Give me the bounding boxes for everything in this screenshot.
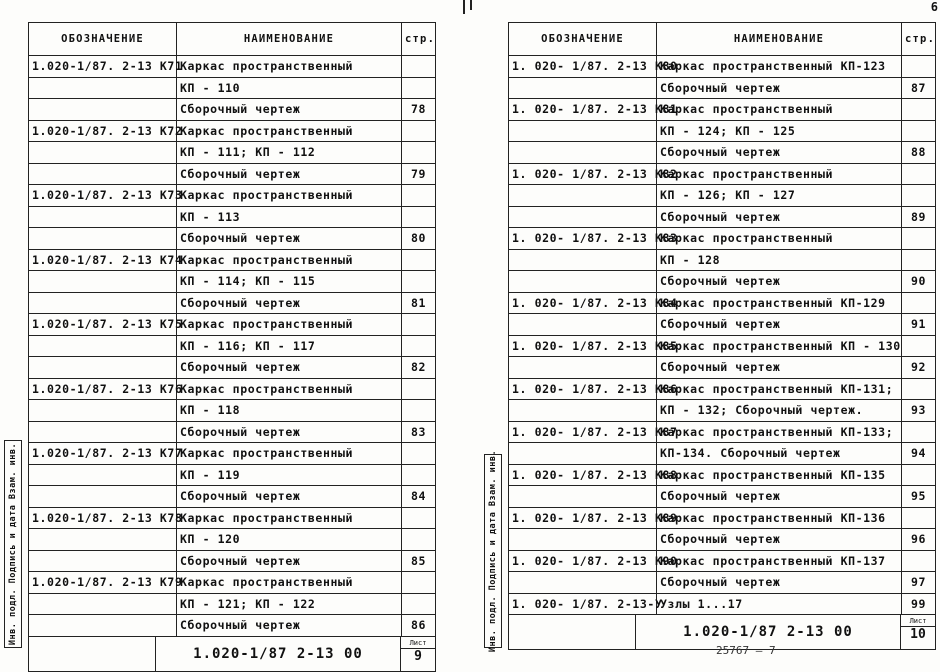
row-page: 80 [402,228,436,250]
row-designation: 1. 020- 1/87. 2-13 К80 [509,56,657,78]
row-page: 86 [402,615,436,637]
row-name: Каркас пространственный [177,314,402,336]
row-page [402,335,436,357]
row-designation [29,271,177,293]
row-designation: 1. 020- 1/87. 2-13 К89 [509,507,657,529]
right-sheet-number: 10 [910,627,926,642]
row-designation: 1. 020- 1/87. 2-13 К90 [509,550,657,572]
row-page [402,314,436,336]
row-designation: 1. 020- 1/87. 2-13 К81 [509,99,657,121]
row-page [902,120,936,142]
table-row [509,77,936,99]
row-designation [509,120,657,142]
left-table-body [29,56,436,637]
table-row [29,292,436,314]
row-page: 96 [902,529,936,551]
left-sheet-box [400,637,435,671]
row-page: 81 [402,292,436,314]
table-row [29,550,436,572]
row-designation: 1.020-1/87. 2-13 К73 [29,185,177,207]
row-designation [29,206,177,228]
table-row [509,357,936,379]
bottom-note: 25767 — 7 [716,644,776,657]
fold-mark [470,0,472,10]
row-designation [29,464,177,486]
row-page: 79 [402,163,436,185]
row-designation [29,292,177,314]
row-designation: 1. 020- 1/87. 2-13 К82 [509,163,657,185]
row-name: Каркас пространственный [177,378,402,400]
row-name: Каркас пространственный [177,185,402,207]
row-designation [509,249,657,271]
row-designation [509,142,657,164]
row-name: КП-134. Сборочный чертеж [657,443,902,465]
table-row [509,99,936,121]
row-name: Сборочный чертеж [657,77,902,99]
table-row [29,163,436,185]
table-row [29,271,436,293]
row-name: КП - 118 [177,400,402,422]
row-page: 94 [902,443,936,465]
row-page [402,572,436,594]
table-row [29,572,436,594]
table-row [509,421,936,443]
row-name: Сборочный чертеж [657,271,902,293]
right-sheet [508,22,936,650]
row-page [902,99,936,121]
row-designation: 1. 020- 1/87. 2-13 К88 [509,464,657,486]
row-designation [509,529,657,551]
row-designation: 1.020-1/87. 2-13 К76 [29,378,177,400]
right-sheet-label: Лист [901,616,935,627]
table-row [509,464,936,486]
row-page: 99 [902,593,936,615]
row-name: Сборочный чертеж [177,228,402,250]
row-name: КП - 113 [177,206,402,228]
row-page: 87 [902,77,936,99]
table-row [29,529,436,551]
header-page: стр. [402,23,436,56]
row-name: Сборочный чертеж [657,314,902,336]
row-designation [29,529,177,551]
table-row [29,120,436,142]
row-page [402,593,436,615]
row-name: Каркас пространственный КП - 130 [657,335,902,357]
row-designation: 1.020-1/87. 2-13 К79 [29,572,177,594]
row-page [402,529,436,551]
row-designation [509,314,657,336]
row-designation [29,593,177,615]
row-name: Каркас пространственный [657,228,902,250]
row-page [402,271,436,293]
row-name: Каркас пространственный КП-123 [657,56,902,78]
row-designation: 1.020-1/87. 2-13 К75 [29,314,177,336]
row-page: 88 [902,142,936,164]
row-designation [509,572,657,594]
table-row [509,206,936,228]
table-row [509,507,936,529]
row-designation: 1. 020- 1/87. 2-13 К84 [509,292,657,314]
row-designation: 1. 020- 1/87. 2-13 К87 [509,421,657,443]
left-side-stamp [4,440,22,648]
row-name: Узлы 1...17 [657,593,902,615]
row-name: Сборочный чертеж [657,529,902,551]
table-row [509,163,936,185]
row-name: Сборочный чертеж [657,486,902,508]
row-page [402,206,436,228]
row-designation: 1.020-1/87. 2-13 К71 [29,56,177,78]
table-row [29,77,436,99]
row-designation [29,550,177,572]
table-row [29,486,436,508]
row-name: Каркас пространственный КП-135 [657,464,902,486]
right-sheet-box [900,615,935,649]
table-row [29,314,436,336]
row-designation [509,271,657,293]
row-name: Сборочный чертеж [177,615,402,637]
row-designation [509,357,657,379]
row-name: Сборочный чертеж [657,206,902,228]
table-row [29,357,436,379]
row-designation [29,142,177,164]
row-name: Каркас пространственный [177,120,402,142]
row-designation: 1.020-1/87. 2-13 К78 [29,507,177,529]
row-name: Каркас пространственный [657,99,902,121]
row-name: КП - 116; КП - 117 [177,335,402,357]
left-title-block-blank [29,637,156,671]
table-row [29,206,436,228]
row-page: 97 [902,572,936,594]
row-page [402,142,436,164]
row-name: Каркас пространственный КП-131; [657,378,902,400]
row-page: 93 [902,400,936,422]
table-row [509,335,936,357]
row-page [402,249,436,271]
row-name: Каркас пространственный [177,507,402,529]
row-page: 84 [402,486,436,508]
row-name: Сборочный чертеж [657,142,902,164]
row-page [402,56,436,78]
table-row [509,400,936,422]
table-row [509,142,936,164]
table-row [509,572,936,594]
left-side-stamp-text: Инв. подл. Подпись и дата Взам. инв. [8,442,18,646]
row-page: 95 [902,486,936,508]
row-name: Сборочный чертеж [177,357,402,379]
row-name: Сборочный чертеж [177,421,402,443]
right-spec-table [508,22,936,615]
row-page [402,507,436,529]
row-designation [29,228,177,250]
row-designation: 1. 020- 1/87. 2-13 К86 [509,378,657,400]
right-side-stamp-text: Инв. подл. Подпись и дата Взам. инв. [488,449,498,653]
row-designation [29,99,177,121]
row-designation [29,421,177,443]
row-name: Сборочный чертеж [177,550,402,572]
row-page [402,185,436,207]
header-designation: ОБОЗНАЧЕНИЕ [29,23,177,56]
row-page [902,378,936,400]
row-page: 90 [902,271,936,293]
row-name: Сборочный чертеж [657,357,902,379]
row-designation [29,615,177,637]
table-row [29,142,436,164]
row-name: КП - 119 [177,464,402,486]
row-designation [29,77,177,99]
row-page [902,421,936,443]
header-page: стр. [902,23,936,56]
table-row [29,378,436,400]
row-designation [29,357,177,379]
row-name: Каркас пространственный [177,572,402,594]
row-designation: 1.020-1/87. 2-13 К74 [29,249,177,271]
table-row [29,335,436,357]
table-row [29,464,436,486]
header-name: НАИМЕНОВАНИЕ [177,23,402,56]
table-row [29,507,436,529]
row-designation [509,400,657,422]
row-page [902,292,936,314]
header-designation: ОБОЗНАЧЕНИЕ [509,23,657,56]
table-row [509,56,936,78]
right-title-block-blank [509,615,636,649]
right-table-body [509,56,936,615]
table-header [29,23,436,56]
row-name: КП - 126; КП - 127 [657,185,902,207]
row-name: КП - 121; КП - 122 [177,593,402,615]
table-row [509,228,936,250]
table-row [509,378,936,400]
row-designation [29,400,177,422]
row-name: Каркас пространственный [657,163,902,185]
row-name: Каркас пространственный [177,249,402,271]
left-sheet [28,22,436,672]
row-designation [509,185,657,207]
row-page [902,550,936,572]
row-name: Каркас пространственный КП-136 [657,507,902,529]
row-designation: 1. 020- 1/87. 2-13 К85 [509,335,657,357]
row-page: 92 [902,357,936,379]
row-name: Сборочный чертеж [177,486,402,508]
table-row [509,292,936,314]
row-page [402,464,436,486]
row-name: Каркас пространственный КП-129 [657,292,902,314]
right-side-stamp [484,449,502,653]
row-name: КП - 110 [177,77,402,99]
row-name: КП - 128 [657,249,902,271]
page-corner-number: 6 [930,0,938,14]
header-name: НАИМЕНОВАНИЕ [657,23,902,56]
row-page [402,77,436,99]
table-row [29,400,436,422]
row-designation [509,443,657,465]
row-page [902,335,936,357]
row-name: КП - 120 [177,529,402,551]
table-row [29,185,436,207]
row-page: 91 [902,314,936,336]
left-sheet-number: 9 [414,648,422,664]
row-page: 89 [902,206,936,228]
row-name: Сборочный чертеж [177,163,402,185]
table-row [509,314,936,336]
row-page [902,464,936,486]
table-row [29,615,436,637]
row-designation [29,163,177,185]
left-sheet-label: Лист [401,638,435,649]
row-page [902,185,936,207]
row-designation [509,206,657,228]
table-row [509,120,936,142]
row-designation: 1. 020- 1/87. 2-13 К83 [509,228,657,250]
row-name: Сборочный чертеж [177,99,402,121]
row-page [902,163,936,185]
left-spec-table [28,22,436,637]
row-designation: 1. 020- 1/87. 2-13-У [509,593,657,615]
row-designation [509,486,657,508]
row-name: КП - 111; КП - 112 [177,142,402,164]
row-page: 85 [402,550,436,572]
row-page [402,400,436,422]
table-row [29,593,436,615]
row-name: Сборочный чертеж [657,572,902,594]
table-row [29,56,436,78]
row-page [902,56,936,78]
left-title-block [28,637,436,672]
row-name: Сборочный чертеж [177,292,402,314]
row-page: 83 [402,421,436,443]
row-page: 78 [402,99,436,121]
row-name: КП - 124; КП - 125 [657,120,902,142]
row-page [902,228,936,250]
row-name: КП - 114; КП - 115 [177,271,402,293]
row-page [902,507,936,529]
row-designation: 1.020-1/87. 2-13 К77 [29,443,177,465]
row-name: Каркас пространственный [177,56,402,78]
row-name: КП - 132; Сборочный чертеж. [657,400,902,422]
table-row [509,185,936,207]
left-document-code: 1.020-1/87 2-13 00 [193,645,363,662]
row-designation: 1.020-1/87. 2-13 К72 [29,120,177,142]
row-page [402,120,436,142]
table-row [509,443,936,465]
table-row [509,529,936,551]
table-row [509,486,936,508]
row-designation [29,486,177,508]
right-document-code: 1.020-1/87 2-13 00 [683,624,853,640]
row-page [402,443,436,465]
row-name: Каркас пространственный КП-133; [657,421,902,443]
row-page [402,378,436,400]
table-row [29,228,436,250]
table-row [29,421,436,443]
row-designation [509,77,657,99]
table-row [509,550,936,572]
table-row [509,271,936,293]
row-name: Каркас пространственный [177,443,402,465]
table-row [29,99,436,121]
row-page: 82 [402,357,436,379]
table-row [509,593,936,615]
table-row [29,249,436,271]
table-row [509,249,936,271]
table-row [29,443,436,465]
row-page [902,249,936,271]
row-name: Каркас пространственный КП-137 [657,550,902,572]
table-header [509,23,936,56]
row-designation [29,335,177,357]
fold-mark [463,0,465,14]
